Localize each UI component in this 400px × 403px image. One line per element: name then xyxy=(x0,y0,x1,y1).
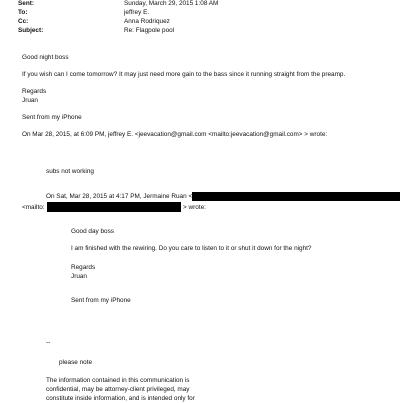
quote-message: subs not working xyxy=(46,168,94,175)
nested-regards: Regards xyxy=(71,264,96,271)
disclaimer-line: The information contained in this communication is xyxy=(46,377,190,384)
disclaimer-line: constitute inside information, and is intended only for xyxy=(46,395,195,402)
nested-quote-header: On Sat, Mar 28, 2015 at 4:17 PM, Jermaine Ruan < xyxy=(46,193,193,200)
nested-signature: Sent from my iPhone xyxy=(71,297,131,304)
sent-value: Sunday, March 29, 2015 1:08 AM xyxy=(124,0,219,7)
nested-name: Jruan xyxy=(71,273,87,280)
sent-label: Sent: xyxy=(18,0,34,7)
nested-greeting: Good day boss xyxy=(71,228,114,235)
subject-label: Subject: xyxy=(18,27,44,34)
disclaimer-line: confidential, may be attorney-client privileged, may xyxy=(46,386,190,393)
dashes: -- xyxy=(46,339,51,346)
quote-header: On Mar 28, 2015, at 6:09 PM, jeffrey E. <jeevacation@gmail.com <mailto:jeevacation@gmail.com> > wrote: xyxy=(22,131,328,138)
to-value: jeffrey E. xyxy=(124,9,150,16)
nested-mailto-suffix: > wrote: xyxy=(183,204,206,211)
message-text: If you wish can I come tomorrow? It may just need more gain to the bass since it running straight from the preamp. xyxy=(22,71,346,78)
nested-mailto-prefix: <mailto: xyxy=(22,204,45,211)
greeting: Good night boss xyxy=(22,54,69,61)
please-note: please note xyxy=(59,359,93,366)
nested-message: I am finished with the rewiring. Do you care to listen to it or shut it down for the night? xyxy=(71,245,312,252)
redaction-bar xyxy=(47,202,181,212)
signature-text: Sent from my iPhone xyxy=(22,114,82,121)
redaction-bar xyxy=(192,192,400,201)
to-label: To: xyxy=(18,9,28,16)
regards-text: Regards xyxy=(22,88,47,95)
cc-value: Anna Rodriquez xyxy=(124,18,170,25)
subject-value: Re: Flagpole pool xyxy=(124,27,175,34)
cc-label: Cc: xyxy=(18,18,29,25)
sender-name: Jruan xyxy=(22,97,38,104)
